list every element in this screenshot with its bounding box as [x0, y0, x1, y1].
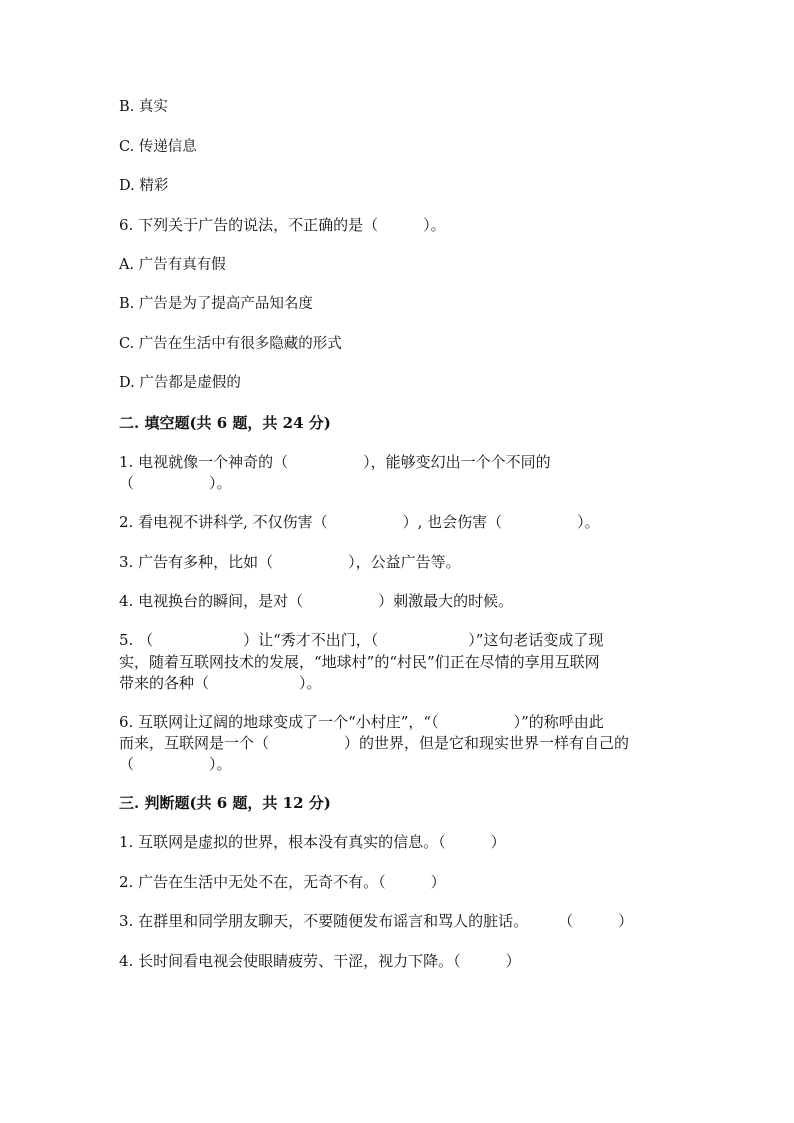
fill-q6-line3: （ ）。: [119, 755, 232, 773]
q5-option-d: D. 精彩: [119, 178, 169, 194]
q5-option-c: C. 传递信息: [119, 139, 197, 155]
fill-q2: 2. 看电视不讲科学, 不仅伤害（ ）, 也会伤害（ ）。: [119, 513, 600, 531]
judge-q1: 1. 互联网是虚拟的世界，根本没有真实的信息。（ ）: [119, 833, 506, 851]
q5-option-b: B. 真实: [119, 99, 168, 115]
section-title-judgment: 三. 判断题(共 6 题，共 12 分): [119, 794, 331, 812]
fill-q6-line1: 6. 互联网让辽阔的地球变成了一个“小村庄”，“（ ）”的称呼由此: [119, 713, 604, 731]
judge-q3: 3. 在群里和同学朋友聊天，不要随便发布谣言和骂人的脏话。 （ ）: [119, 912, 634, 930]
fill-q1-line2: （ ）。: [119, 474, 232, 492]
fill-q4: 4. 电视换台的瞬间，是对（ ）刺激最大的时候。: [119, 592, 514, 610]
judge-q4: 4. 长时间看电视会使眼睛疲劳、干涩，视力下降。（ ）: [119, 952, 521, 970]
section-title-fill-in: 二. 填空题(共 6 题，共 24 分): [119, 414, 331, 432]
fill-q5-line3: 带来的各种（ ）。: [119, 674, 322, 692]
fill-q5-line2: 实，随着互联网技术的发展，“地球村”的“村民”们正在尽情的享用互联网: [119, 653, 600, 671]
fill-q5-line1: 5. （ ）让“秀才不出门，（ ）”这句老话变成了现: [119, 631, 604, 649]
fill-q3: 3. 广告有多种，比如（ ），公益广告等。: [119, 553, 461, 571]
judge-q2: 2. 广告在生活中无处不在，无奇不有。（ ）: [119, 873, 446, 891]
q6-option-a: A. 广告有真有假: [119, 257, 226, 273]
fill-q6-line2: 而来，互联网是一个（ ）的世界，但是它和现实世界一样有自己的: [119, 734, 630, 752]
q6-option-c: C. 广告在生活中有很多隐藏的形式: [119, 336, 342, 352]
q6-stem: 6. 下列关于广告的说法，不正确的是（ ）。: [119, 216, 446, 234]
fill-q1-line1: 1. 电视就像一个神奇的（ ），能够变幻出一个个不同的: [119, 453, 551, 471]
q6-option-b: B. 广告是为了提高产品知名度: [119, 296, 313, 312]
q6-option-d: D. 广告都是虚假的: [119, 375, 241, 391]
